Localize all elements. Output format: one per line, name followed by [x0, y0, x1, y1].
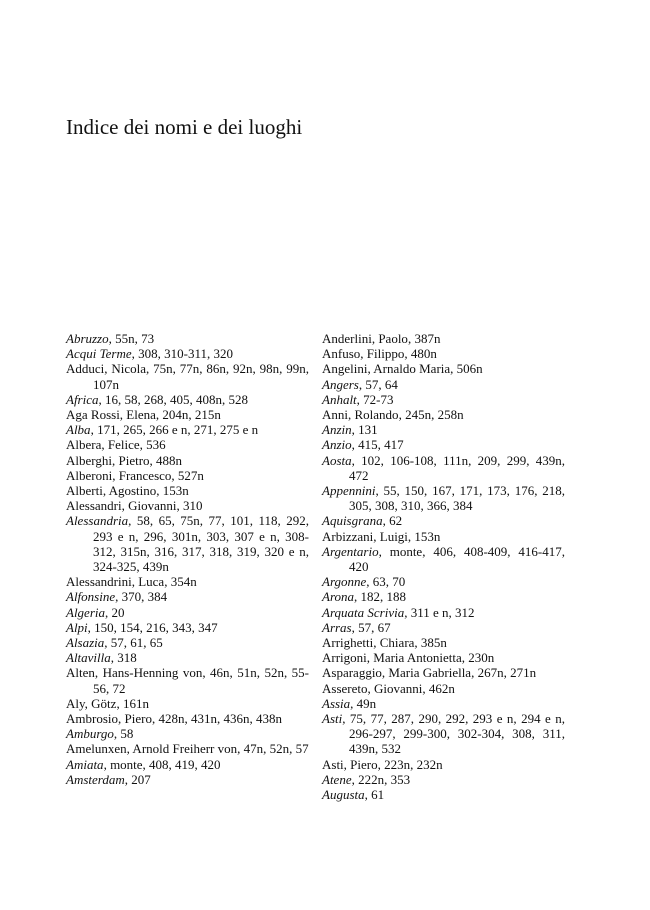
entry-page-refs: , 310	[176, 498, 203, 514]
entry-place-name: Assia	[322, 695, 351, 711]
entry-person-name: Alberti, Agostino	[66, 483, 157, 499]
entry-person-name: Asti, Piero	[322, 756, 378, 772]
index-entry	[66, 513, 309, 574]
entry-person-name: Aly, Götz	[66, 695, 117, 711]
entry-page-refs: , 57, 61, 65	[104, 635, 163, 651]
index-entry	[66, 361, 309, 391]
entry-place-name: Aquisgrana	[322, 513, 383, 529]
index-entry	[322, 665, 565, 680]
entry-place-name: Atene	[322, 771, 352, 787]
entry-place-name: Amsterdam	[66, 771, 125, 787]
index-entry	[322, 681, 565, 696]
entry-page-refs: , 207	[124, 771, 151, 787]
entry-page-refs: , 102, 106-108, 111n, 209, 299, 439n, 472	[349, 452, 565, 483]
entry-place-name: Amburgo	[66, 726, 114, 742]
entry-page-refs: , 230n	[461, 650, 495, 666]
index-entry	[66, 635, 309, 650]
index-entry	[322, 377, 565, 392]
index-entry	[322, 361, 565, 376]
entry-page-refs: , 267n, 271n	[471, 665, 537, 681]
entry-page-refs: , 387n	[407, 331, 441, 346]
entry-person-name: Albera, Felice	[66, 437, 140, 453]
entry-page-refs: , 171, 265, 266 e n, 271, 275 e n	[90, 422, 259, 438]
index-entry	[322, 635, 565, 650]
entry-page-refs: , 75n, 77n, 86n, 92n, 98n, 99n, 107n	[93, 361, 310, 392]
entry-place-name: Angers	[322, 376, 359, 392]
entry-page-refs: , 61	[364, 787, 385, 803]
entry-page-refs: , 536	[139, 437, 166, 453]
entry-place-name: Altavilla	[66, 650, 111, 666]
entry-place-name: Acqui Terme	[66, 346, 132, 362]
index-entry	[322, 620, 565, 635]
entry-page-refs: , monte, 406, 408-409, 416-417, 420	[349, 543, 565, 575]
entry-page-refs: , 488n	[149, 452, 183, 468]
entry-person-name: Alberoni, Francesco	[66, 467, 172, 483]
index-entry	[322, 757, 565, 772]
entry-place-name: Alfonsine	[66, 589, 116, 605]
entry-person-name: Arbizzani, Luigi	[322, 528, 408, 544]
index-entry	[322, 696, 565, 711]
entry-page-refs: , 462n	[422, 680, 455, 696]
entry-page-refs: , 150, 154, 216, 343, 347	[87, 619, 218, 635]
index-entry	[322, 605, 565, 620]
index-entry	[322, 574, 565, 589]
entry-page-refs: , 354n	[164, 574, 197, 590]
index-entry	[322, 437, 565, 452]
index-entry	[66, 498, 309, 513]
entry-person-name: Aga Rossi, Elena	[66, 407, 156, 423]
index-entry	[322, 513, 565, 528]
entry-page-refs: , 415, 417	[351, 437, 404, 453]
entry-page-refs: , monte, 408, 419, 420	[103, 756, 221, 772]
entry-place-name: Alpi	[66, 619, 88, 635]
index-entry	[66, 757, 309, 772]
entry-person-name: Alten, Hans-Henning von	[66, 665, 203, 681]
entry-person-name: Adduci, Nicola	[66, 361, 147, 377]
index-entry	[322, 711, 565, 757]
entry-person-name: Arrigoni, Maria Antonietta	[322, 650, 462, 666]
entry-page-refs: , 204n, 215n	[155, 407, 221, 423]
index-entry	[322, 650, 565, 665]
entry-person-name: Anderlini, Paolo	[322, 331, 408, 346]
index-entry	[66, 407, 309, 422]
entry-place-name: Alba	[66, 422, 91, 438]
entry-place-name: Anzio	[322, 437, 352, 453]
index-entry	[66, 726, 309, 741]
entry-place-name: Abruzzo	[66, 331, 109, 346]
index-entry	[322, 483, 565, 513]
entry-place-name: Asti	[322, 711, 343, 727]
entry-person-name: Anni, Rolando	[322, 407, 399, 423]
entry-place-name: Aosta	[322, 452, 352, 468]
index-entry	[66, 650, 309, 665]
entry-page-refs: , 57, 67	[351, 619, 391, 635]
entry-page-refs: , 75, 77, 287, 290, 292, 293 e n, 294 e n, 296-297, 299-300, 302-304, 308, 311, 439n, 532	[342, 711, 565, 757]
entry-page-refs: , 58, 65, 75n, 77, 101, 118, 292, 293 e n, 296, 301n, 303, 307 e n, 308-312, 315n, 316, 317, 318, 319, 320 e n, 324-325, 439n	[93, 513, 309, 575]
entry-page-refs: , 153n	[156, 483, 189, 499]
index-entry	[322, 392, 565, 407]
entry-page-refs: , 161n	[116, 695, 149, 711]
entry-page-refs: , 480n	[404, 346, 437, 362]
index-entry	[322, 787, 565, 802]
entry-place-name: Africa	[66, 391, 99, 407]
index-entry	[66, 453, 309, 468]
index-entry	[66, 772, 309, 787]
entry-person-name: Alessandrini, Luca	[66, 574, 165, 590]
index-entry	[322, 529, 565, 544]
entry-page-refs: , 63, 70	[366, 574, 406, 590]
entry-page-refs: , 16, 58, 268, 405, 408n, 528	[98, 391, 248, 407]
entry-place-name: Arquata Scrivia	[322, 604, 405, 620]
entry-place-name: Alsazia	[66, 635, 105, 651]
entry-page-refs: , 506n	[450, 361, 483, 377]
entry-page-refs: , 311 e n, 312	[404, 604, 475, 620]
entry-place-name: Anzin	[322, 422, 352, 438]
index-entry	[66, 620, 309, 635]
index-entry	[322, 544, 565, 574]
index-entry	[322, 331, 565, 346]
entry-page-refs: , 47n, 52n, 57	[237, 741, 309, 757]
entry-page-refs: , 55, 150, 167, 171, 173, 176, 218, 305, 308, 310, 366, 384	[349, 483, 565, 514]
entry-page-refs: , 370, 384	[115, 589, 168, 605]
entry-page-refs: , 245n, 258n	[398, 407, 464, 423]
entry-person-name: Angelini, Arnaldo Maria	[322, 361, 451, 377]
entry-person-name: Anfuso, Filippo	[322, 346, 405, 362]
entry-page-refs: , 49n	[350, 695, 377, 711]
entry-page-refs: , 46n, 51n, 52n, 55-56, 72	[93, 665, 309, 696]
index-entry	[66, 437, 309, 452]
index-entry	[322, 589, 565, 604]
entry-person-name: Asparaggio, Maria Gabriella	[322, 665, 472, 681]
entry-place-name: Arras	[322, 619, 352, 635]
entry-place-name: Amiata	[66, 756, 104, 772]
entry-person-name: Alessandri, Giovanni	[66, 498, 177, 514]
index-entry	[66, 346, 309, 361]
index-entry	[66, 331, 309, 346]
entry-place-name: Alessandria	[66, 513, 129, 529]
index-column-right	[322, 331, 565, 802]
entry-page-refs: , 223n, 232n	[377, 756, 443, 772]
index-entry	[322, 407, 565, 422]
index-column-left	[66, 331, 309, 787]
entry-person-name: Ambrosio, Piero	[66, 711, 152, 727]
index-entry	[66, 605, 309, 620]
entry-place-name: Argonne	[322, 574, 367, 590]
index-entry	[322, 453, 565, 483]
entry-page-refs: , 428n, 431n, 436n, 438n	[151, 711, 282, 727]
index-entry	[66, 741, 309, 756]
entry-place-name: Arona	[322, 589, 355, 605]
entry-place-name: Augusta	[322, 787, 365, 803]
index-entry	[66, 468, 309, 483]
entry-page-refs: , 62	[382, 513, 403, 529]
entry-page-refs: , 20	[105, 604, 125, 620]
entry-place-name: Argentario	[322, 543, 379, 559]
entry-page-refs: , 153n	[407, 528, 441, 544]
entry-page-refs: , 182, 188	[354, 589, 407, 605]
index-entry	[66, 574, 309, 589]
index-entry	[322, 346, 565, 361]
entry-page-refs: , 308, 310-311, 320	[131, 346, 233, 362]
entry-page-refs: , 527n	[171, 467, 204, 483]
entry-person-name: Alberghi, Pietro	[66, 452, 150, 468]
entry-page-refs: , 72-73	[356, 391, 394, 407]
entry-person-name: Arrighetti, Chiara	[322, 635, 415, 651]
entry-place-name: Anhalt	[322, 391, 357, 407]
index-entry	[66, 665, 309, 695]
entry-page-refs: , 55n, 73	[108, 331, 155, 346]
entry-person-name: Assereto, Giovanni	[322, 680, 423, 696]
index-entry	[322, 422, 565, 437]
index-entry	[66, 422, 309, 437]
entry-person-name: Amelunxen, Arnold Freiherr von	[66, 741, 238, 757]
entry-place-name: Algeria	[66, 604, 105, 620]
page-title: Indice dei nomi e dei luoghi	[66, 115, 303, 139]
index-entry	[66, 483, 309, 498]
entry-page-refs: , 222n, 353	[351, 771, 411, 787]
index-entry	[66, 696, 309, 711]
index-entry	[322, 772, 565, 787]
entry-page-refs: , 58	[113, 726, 134, 742]
entry-place-name: Appennini	[322, 483, 376, 499]
index-entry	[66, 392, 309, 407]
entry-page-refs: , 318	[110, 650, 137, 666]
index-entry	[66, 711, 309, 726]
entry-page-refs: , 131	[351, 422, 378, 438]
index-entry	[66, 589, 309, 604]
entry-page-refs: , 57, 64	[358, 376, 398, 392]
entry-page-refs: , 385n	[414, 635, 447, 651]
